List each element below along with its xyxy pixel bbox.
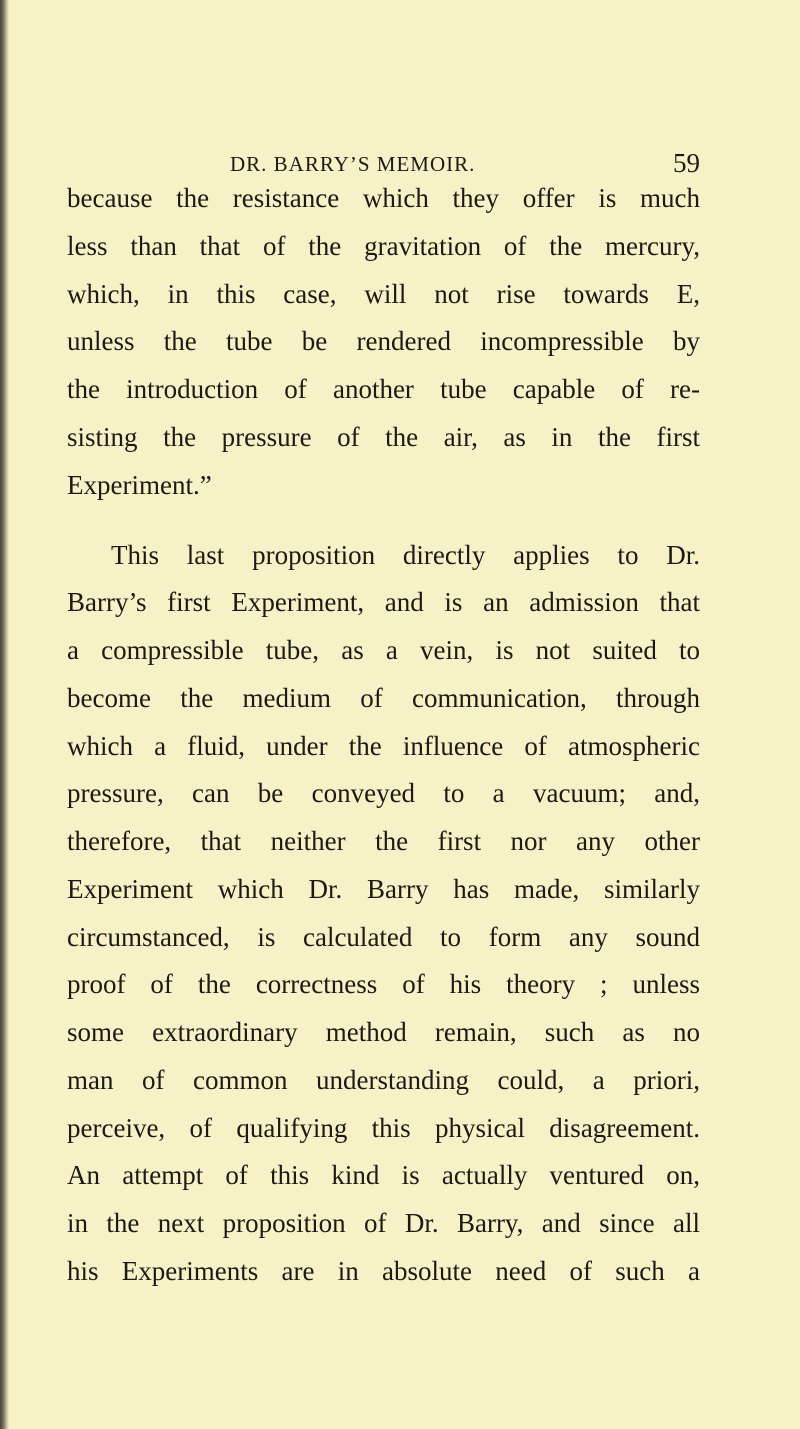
page-header <box>230 148 700 184</box>
text-line: circumstanced, is calculated to form any sound <box>67 922 700 952</box>
text-line: This last proposition directly applies to Dr. <box>111 540 700 570</box>
text-line: the introduction of another tube capable of re- <box>67 374 700 404</box>
text-line: his Experiments are in absolute need of such a <box>67 1256 700 1286</box>
text-line: in the next proposition of Dr. Barry, and since all <box>67 1208 700 1238</box>
text-line: which a fluid, under the influence of atmospheric <box>67 731 700 761</box>
text-line: less than that of the gravitation of the mercury, <box>67 231 700 261</box>
text-line: sisting the pressure of the air, as in the first <box>67 422 700 452</box>
text-line: An attempt of this kind is actually ventured on, <box>67 1160 700 1190</box>
text-line: Experiment.” <box>67 470 212 500</box>
text-line: man of common understanding could, a priori, <box>67 1065 700 1095</box>
text-line: therefore, that neither the first nor any other <box>67 826 700 856</box>
text-line: because the resistance which they offer is much <box>67 183 700 213</box>
text-line: become the medium of communication, through <box>67 683 700 713</box>
page-number: 59 <box>673 148 700 178</box>
text-line: pressure, can be conveyed to a vacuum; and, <box>67 778 700 808</box>
text-line: perceive, of qualifying this physical disagreement. <box>67 1113 700 1143</box>
text-line: proof of the correctness of his theory ; unless <box>67 969 700 999</box>
text-line: Barry’s first Experiment, and is an admission that <box>67 587 700 617</box>
page-binding-edge <box>0 0 9 1429</box>
text-line: some extraordinary method remain, such as no <box>67 1017 700 1047</box>
text-line: unless the tube be rendered incompressible by <box>67 326 700 356</box>
text-line: Experiment which Dr. Barry has made, similarly <box>67 874 700 904</box>
text-line: a compressible tube, as a vein, is not suited to <box>67 635 700 665</box>
running-head: DR. BARRY’S MEMOIR. <box>230 152 476 176</box>
text-line: which, in this case, will not rise towards E, <box>67 279 700 309</box>
